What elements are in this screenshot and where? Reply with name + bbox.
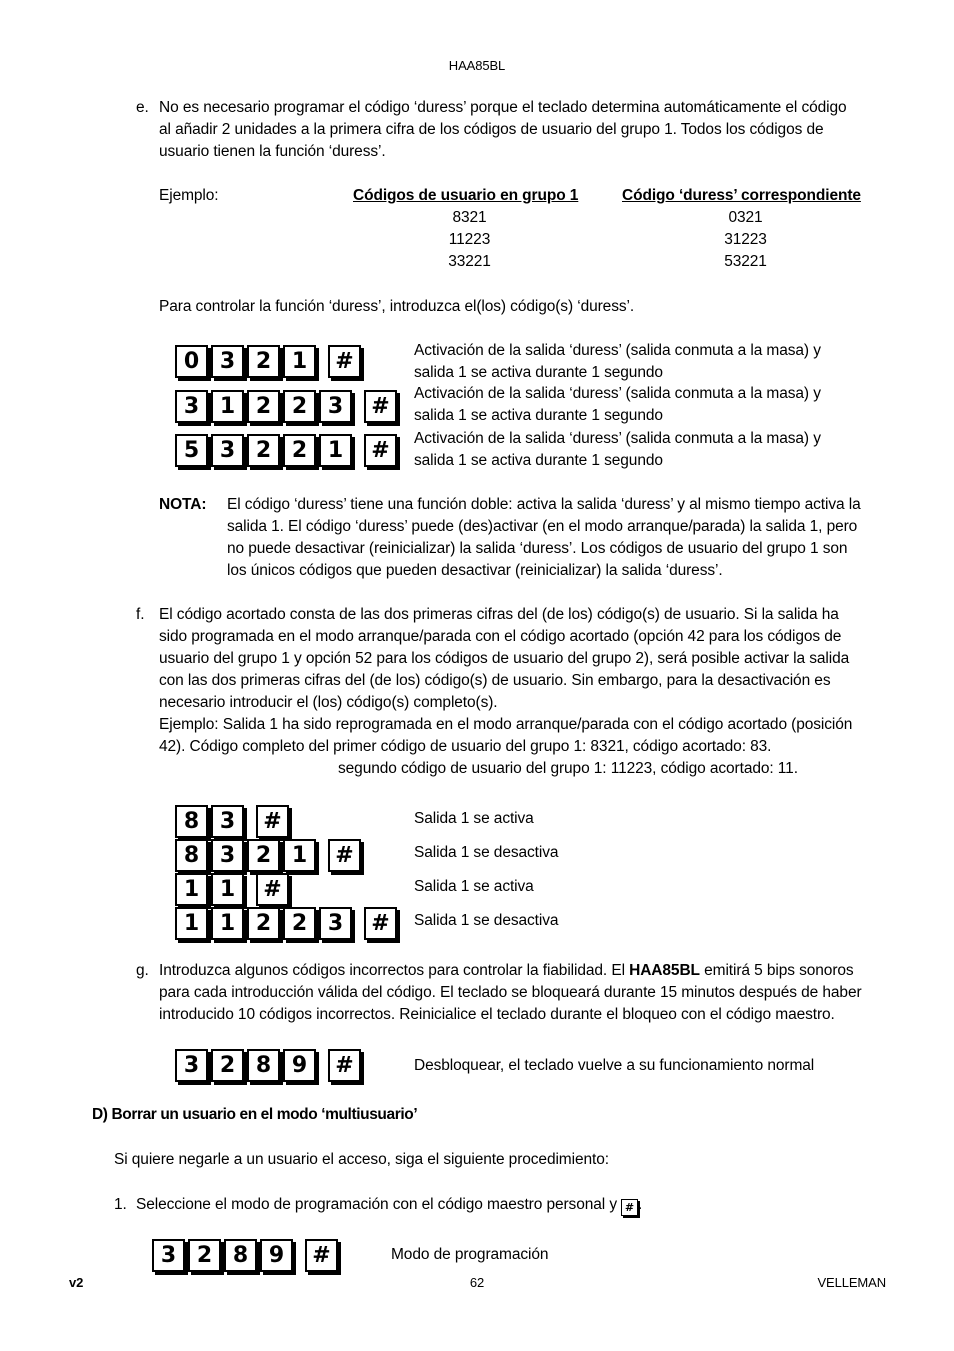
item-f-line-4: con las dos primeras cifras del (de los) código(s) de usuario. Sin embargo, para la desactivación es (159, 672, 831, 689)
duress-desc-1b: salida 1 se activa durante 1 segundo (414, 364, 663, 381)
table-cell-user-1: 8321 (452, 209, 487, 226)
keypad-key: 1 (211, 390, 244, 423)
item-e-line-3: usuario tienen la función ‘duress’. (159, 143, 386, 160)
nota-line-4: los únicos códigos que pueden desactivar (reinicializar) la salida ‘duress’. (227, 562, 723, 579)
keypad-sequence-duress-2 (175, 390, 397, 425)
d-desc-1: Modo de programación (391, 1246, 549, 1263)
keypad-key: 2 (247, 839, 280, 872)
hash-key-icon: # (364, 907, 397, 940)
keypad-sequence-g (175, 1049, 361, 1084)
page-header-model: HAA85BL (448, 58, 506, 73)
f-desc-1: Salida 1 se activa (414, 810, 534, 827)
keypad-key: 3 (152, 1239, 185, 1272)
duress-desc-2b: salida 1 se activa durante 1 segundo (414, 407, 663, 424)
hash-key-icon: # (328, 345, 361, 378)
duress-desc-3b: salida 1 se activa durante 1 segundo (414, 452, 663, 469)
keypad-key: 3 (319, 390, 352, 423)
keypad-key: 2 (283, 907, 316, 940)
keypad-key: 9 (260, 1239, 293, 1272)
table-cell-duress-2: 31223 (724, 231, 767, 248)
item-g-line-3: introducido 10 códigos incorrectos. Reinicialice el teclado durante el bloqueo con el código maestro. (159, 1006, 835, 1023)
table-cell-duress-3: 53221 (724, 253, 767, 270)
item-f-marker: f. (136, 606, 145, 623)
keypad-key: 8 (175, 839, 208, 872)
keypad-key: 3 (211, 345, 244, 378)
keypad-sequence-f-2 (175, 839, 361, 874)
keypad-key: 2 (283, 434, 316, 467)
keypad-sequence-f-4 (175, 907, 397, 942)
nota-label: NOTA: (159, 496, 207, 513)
keypad-key: 1 (175, 907, 208, 940)
nota-line-2: salida 1. El código ‘duress’ puede (des)activar (en el modo arranque/parada) la salida 1, pero (227, 518, 858, 535)
example-label: Ejemplo: (159, 187, 219, 204)
hash-key-icon: # (328, 839, 361, 872)
keypad-key: 2 (283, 390, 316, 423)
keypad-key: 3 (175, 1049, 208, 1082)
item-e-line-2: al añadir 2 unidades a la primera cifra de los códigos de usuario del grupo 1. Todos los códigos de (159, 121, 824, 138)
table-header-user-codes: Códigos de usuario en grupo 1 (353, 187, 579, 204)
hash-key-icon: # (256, 873, 289, 906)
item-f-line-5: necesario introducir el (los) código(s) completo(s). (159, 694, 498, 711)
keypad-key: 3 (211, 805, 244, 838)
keypad-key: 1 (283, 345, 316, 378)
hash-key-icon: # (305, 1239, 338, 1272)
keypad-key: 3 (211, 434, 244, 467)
hash-key-icon: # (328, 1049, 361, 1082)
nota-line-3: no puede desactivar (reinicializar) la salida ‘duress’. Los códigos de usuario del grupo 1 son (227, 540, 848, 557)
keypad-sequence-d-1 (152, 1239, 338, 1274)
footer-page-number: 62 (469, 1275, 485, 1290)
f-desc-2: Salida 1 se desactiva (414, 844, 559, 861)
keypad-key: 5 (175, 434, 208, 467)
keypad-key: 8 (224, 1239, 257, 1272)
model-name: HAA85BL (629, 962, 700, 979)
step-1-text: Seleccione el modo de programación con el código maestro personal y # . (136, 1196, 643, 1214)
hash-key-icon: # (364, 434, 397, 467)
table-cell-user-3: 33221 (448, 253, 491, 270)
item-f-line-7: 42). Código completo del primer código de usuario del grupo 1: 8321, código acortado: 83. (159, 738, 772, 755)
keypad-key: 1 (283, 839, 316, 872)
keypad-sequence-duress-3 (175, 434, 397, 469)
keypad-key: 2 (247, 434, 280, 467)
g-desc: Desbloquear, el teclado vuelve a su funcionamiento normal (414, 1057, 815, 1074)
keypad-key: 3 (175, 390, 208, 423)
item-f-line-2: sido programada en el modo arranque/parada con el código acortado (opción 42 para los códigos de (159, 628, 842, 645)
keypad-key: 3 (211, 839, 244, 872)
keypad-key: 0 (175, 345, 208, 378)
f-desc-4: Salida 1 se desactiva (414, 912, 559, 929)
item-f-line-1: El código acortado consta de las dos primeras cifras del (de los) código(s) de usuario. Si la salida ha (159, 606, 839, 623)
footer-version: v2 (69, 1275, 84, 1290)
keypad-key: 8 (247, 1049, 280, 1082)
item-f-line-8: segundo código de usuario del grupo 1: 11223, código acortado: 11. (338, 760, 798, 777)
hash-key-icon: # (364, 390, 397, 423)
section-d-heading: D) Borrar un usuario en el modo ‘multiusuario’ (92, 1106, 418, 1123)
item-e-line-1: No es necesario programar el código ‘duress’ porque el teclado determina automáticamente el código (159, 99, 847, 116)
keypad-key: 1 (211, 907, 244, 940)
keypad-key: 2 (211, 1049, 244, 1082)
keypad-key: 8 (175, 805, 208, 838)
keypad-key: 2 (188, 1239, 221, 1272)
table-header-duress-codes: Código ‘duress’ correspondiente (622, 187, 861, 204)
item-f-line-3: usuario del grupo 1 y opción 52 para los códigos de usuario del grupo 2), será posible activar la salida (159, 650, 850, 667)
keypad-key: 2 (247, 907, 280, 940)
section-d-intro: Si quiere negarle a un usuario el acceso, siga el siguiente procedimiento: (114, 1151, 609, 1168)
item-f-line-6: Ejemplo: Salida 1 ha sido reprogramada en el modo arranque/parada con el código acortado (posición (159, 716, 853, 733)
keypad-key: 1 (319, 434, 352, 467)
duress-control-text: Para controlar la función ‘duress’, introduzca el(los) código(s) ‘duress’. (159, 298, 635, 315)
nota-line-1: El código ‘duress’ tiene una función doble: activa la salida ‘duress’ y al mismo tiempo activa la (227, 496, 861, 513)
hash-key-icon: # (256, 805, 289, 838)
keypad-sequence-duress-1 (175, 345, 361, 380)
keypad-key: 1 (211, 873, 244, 906)
keypad-key: 2 (247, 390, 280, 423)
keypad-sequence-f-3 (175, 873, 289, 908)
keypad-key: 1 (175, 873, 208, 906)
table-cell-user-2: 11223 (448, 231, 491, 248)
step-1-marker: 1. (114, 1196, 127, 1213)
duress-desc-3a: Activación de la salida ‘duress’ (salida conmuta a la masa) y (414, 430, 821, 447)
item-g-line-2: para cada introducción válida del código. El teclado se bloqueará durante 15 minutos después de haber (159, 984, 862, 1001)
keypad-key: 3 (319, 907, 352, 940)
keypad-sequence-f-1 (175, 805, 289, 840)
item-g-line-1: Introduzca algunos códigos incorrectos para controlar la fiabilidad. El HAA85BL emitirá 5 bips sonoros (159, 962, 854, 979)
hash-key-icon: # (621, 1199, 638, 1216)
item-g-marker: g. (136, 962, 149, 979)
duress-desc-2a: Activación de la salida ‘duress’ (salida conmuta a la masa) y (414, 385, 821, 402)
duress-desc-1a: Activación de la salida ‘duress’ (salida conmuta a la masa) y (414, 342, 821, 359)
footer-brand: VELLEMAN (817, 1275, 886, 1290)
keypad-key: 9 (283, 1049, 316, 1082)
item-e-marker: e. (136, 99, 149, 116)
keypad-key: 2 (247, 345, 280, 378)
f-desc-3: Salida 1 se activa (414, 878, 534, 895)
table-cell-duress-1: 0321 (728, 209, 763, 226)
